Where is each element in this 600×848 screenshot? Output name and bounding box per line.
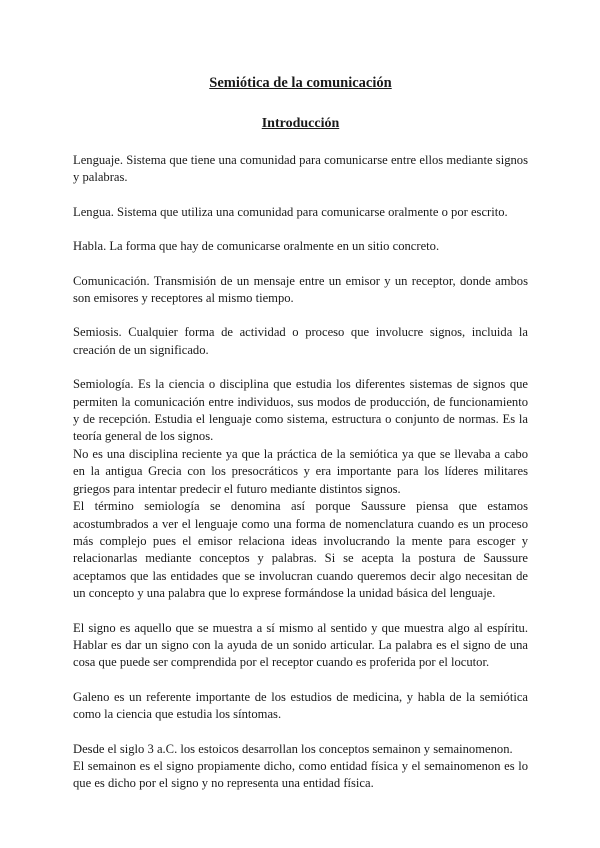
paragraph-semiosis: Semiosis. Cualquier forma de actividad o proceso que involucre signos, incluida la creación de un significado. [73,325,528,357]
paragraph-historia: No es una disciplina reciente ya que la práctica de la semiótica ya que se llevaba a cabo en la antigua Grecia con los presocráticos y era importante para los líderes militares griegos para intentar predecir el futuro mediante distintos signos. [73,446,528,496]
document-title: Semiótica de la comunicación [209,75,392,91]
paragraph-estoicos: Desde el siglo 3 a.C. los estoicos desarrollan los conceptos semainon y semainomenon. [73,741,513,756]
paragraph-semiologia: Semiología. Es la ciencia o disciplina que estudia los diferentes sistemas de signos que permiten la comunicación entre individuos, sus modos de producción, de funcionamiento y de recepción. Estudia el lenguaje como sistema, estructura o conjunto de normas. Es la teoría general de los signos. [73,377,528,444]
paragraph-lengua: Lengua. Sistema que utiliza una comunidad para comunicarse oralmente o por escrito. [73,204,508,219]
section-heading: Introducción [261,116,340,131]
paragraph-lenguaje: Lenguaje. Sistema que tiene una comunidad para comunicarse entre ellos mediante signos y palabras. [73,153,528,185]
paragraph-galeno: Galeno es un referente importante de los estudios de medicina, y habla de la semiótica como la ciencia que estudia los síntomas. [73,689,528,722]
paragraph-signo: El signo es aquello que se muestra a sí mismo al sentido y que muestra algo al espíritu. Hablar es dar un signo con la ayuda de un sonido articular. La palabra es el signo de una cosa que puede ser comprendida por el receptor cuando es proferida por el locutor. [73,620,528,670]
paragraph-comunicacion: Comunicación. Transmisión de un mensaje entre un emisor y un receptor, donde ambos son emisores y receptores al mismo tiempo. [73,273,528,306]
paragraph-semainon: El semainon es el signo propiamente dicho, como entidad física y el semainomenon es lo que es dicho por el signo y no representa una entidad física. [73,758,528,791]
paragraph-habla: Habla. La forma que hay de comunicarse oralmente en un sitio concreto. [73,239,440,254]
document-page [73,72,528,810]
document-body [73,152,528,793]
paragraph-saussure: El término semiología se denomina así porque Saussure piensa que estamos acostumbrados a ver el lenguaje como una forma de nomenclatura cuando es un proceso más complejo pues el emisor relaciona ideas involucrando la mente para escoger y relacionarlas mediante conceptos y palabras. Si se acepta la postura de Saussure aceptamos que las entidades que se involucran cuando queremos decir algo necesitan de un concepto y una palabra que lo exprese formándose la unidad básica del lenguaje. [73,499,528,601]
